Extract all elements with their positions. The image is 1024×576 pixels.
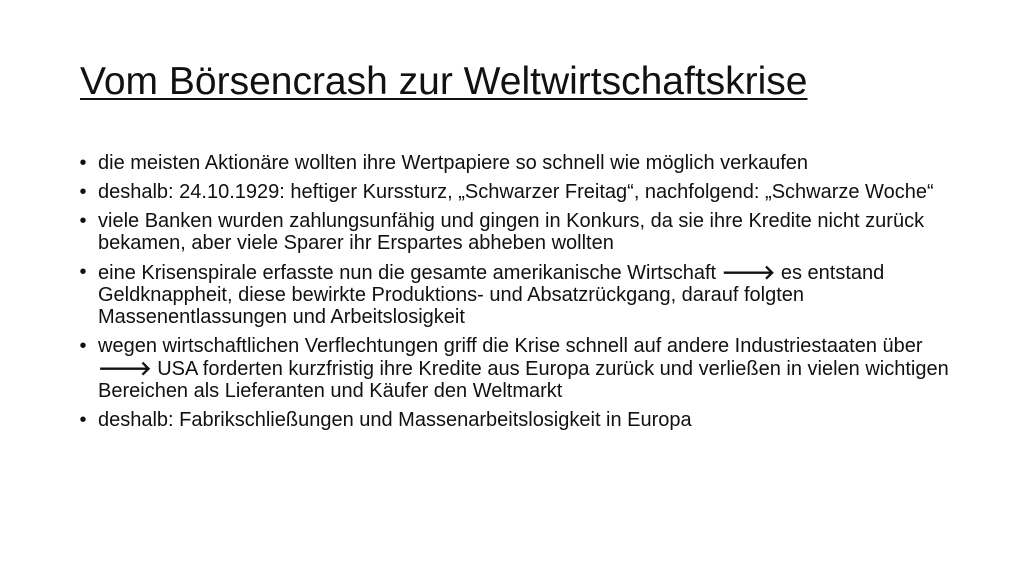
bullet-text-continued: es entstand Geldknappheit, diese bewirkte Produktions- und Absatzrückgang, darauf folgten Massenentlassungen und Arbeitslosigkeit <box>98 262 885 328</box>
bullet-dot-icon: • <box>79 261 87 283</box>
bullet-item <box>78 409 958 431</box>
bullet-dot-icon: • <box>79 409 87 431</box>
bullet-item <box>78 335 958 402</box>
bullet-dot-icon: • <box>79 152 87 174</box>
bullet-text: deshalb: 24.10.1929: heftiger Kurssturz, „Schwarzer Freitag“, nachfolgend: „Schwarze Woche“ <box>98 181 934 203</box>
bullet-item <box>78 181 958 203</box>
bullet-text: wegen wirtschaftlichen Verflechtungen griff die Krise schnell auf andere Industriestaaten über <box>98 335 923 357</box>
bullet-text: viele Banken wurden zahlungsunfähig und gingen in Konkurs, da sie ihre Kredite nicht zurück bekamen, aber viele Sparer ihr Erspartes abheben wollten <box>98 210 925 254</box>
bullet-item <box>78 210 958 254</box>
bullet-list <box>78 152 958 438</box>
bullet-item <box>78 261 958 328</box>
bullet-dot-icon: • <box>79 181 87 203</box>
bullet-text: deshalb: Fabrikschließungen und Massenarbeitslosigkeit in Europa <box>98 409 692 431</box>
bullet-item <box>78 152 958 174</box>
bullet-text: die meisten Aktionäre wollten ihre Wertpapiere so schnell wie möglich verkaufen <box>98 152 808 174</box>
bullet-text: eine Krisenspirale erfasste nun die gesamte amerikanische Wirtschaft <box>98 262 717 284</box>
slide-title: Vom Börsencrash zur Weltwirtschaftskrise <box>80 60 808 103</box>
bullet-dot-icon: • <box>79 210 87 232</box>
bullet-dot-icon: • <box>79 335 87 357</box>
arrow-right-icon: 🡒 <box>98 356 152 380</box>
bullet-text-continued: USA forderten kurzfristig ihre Kredite aus Europa zurück und verließen in vielen wichtigen Bereichen als Lieferanten und Käufer den Weltmarkt <box>98 358 949 402</box>
arrow-right-icon: 🡒 <box>721 260 776 284</box>
